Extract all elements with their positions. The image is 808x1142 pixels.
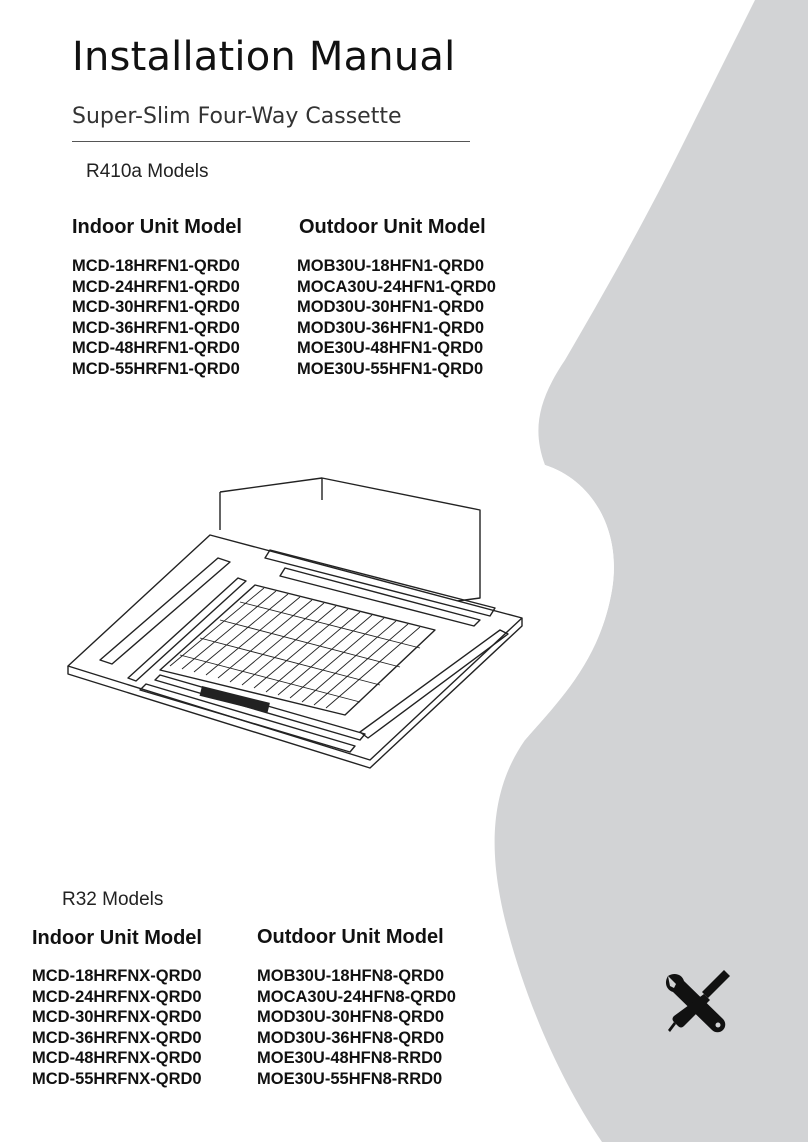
model-item: MCD-36HRFN1-QRD0	[72, 318, 240, 337]
model-item: MOD30U-30HFN8-QRD0	[257, 1008, 445, 1026]
wrench-screwdriver-icon	[662, 966, 734, 1038]
model-item: MCD-48HRFNX-QRD0	[32, 1049, 202, 1067]
model-item: MOB30U-18HFN8-QRD0	[257, 967, 445, 985]
model-item: MCD-30HRFN1-QRD0	[72, 298, 240, 316]
model-item: MOE30U-55HFN1-QRD0	[297, 359, 484, 378]
model-item: MCD-55HRFNX-QRD0	[32, 1069, 202, 1088]
outdoor-model-list-r32	[257, 966, 456, 1089]
section-label-r410a: R410a Models	[86, 161, 209, 182]
model-item: MOE30U-55HFN8-RRD0	[257, 1069, 443, 1088]
indoor-model-list-r410a	[72, 256, 240, 379]
model-item: MOCA30U-24HFN8-QRD0	[257, 987, 456, 1006]
model-item: MOD30U-30HFN1-QRD0	[297, 298, 485, 316]
outdoor-model-list-r410a	[297, 256, 496, 379]
outdoor-heading-r410a: Outdoor Unit Model	[299, 216, 486, 238]
model-item: MCD-48HRFN1-QRD0	[72, 339, 240, 357]
model-item: MCD-30HRFNX-QRD0	[32, 1008, 202, 1026]
model-item: MOE30U-48HFN1-QRD0	[297, 339, 484, 357]
page-subtitle: Super-Slim Four-Way Cassette	[72, 104, 402, 129]
model-item: MCD-18HRFN1-QRD0	[72, 257, 240, 275]
model-item: MOD30U-36HFN8-QRD0	[257, 1028, 445, 1047]
indoor-model-list-r32	[32, 966, 202, 1089]
model-item: MOB30U-18HFN1-QRD0	[297, 257, 485, 275]
model-item: MCD-36HRFNX-QRD0	[32, 1028, 202, 1047]
model-item: MCD-24HRFN1-QRD0	[72, 277, 240, 296]
title-divider	[72, 141, 470, 142]
four-way-cassette-unit-illustration	[60, 470, 540, 770]
model-item: MOD30U-36HFN1-QRD0	[297, 318, 485, 337]
outdoor-heading-r32: Outdoor Unit Model	[257, 926, 444, 948]
section-label-r32: R32 Models	[62, 889, 164, 910]
indoor-heading-r410a: Indoor Unit Model	[72, 216, 242, 238]
model-item: MCD-55HRFN1-QRD0	[72, 359, 240, 378]
model-item: MCD-24HRFNX-QRD0	[32, 987, 202, 1006]
model-item: MOCA30U-24HFN1-QRD0	[297, 277, 496, 296]
model-item: MCD-18HRFNX-QRD0	[32, 967, 202, 985]
page-title: Installation Manual	[72, 34, 456, 80]
indoor-heading-r32: Indoor Unit Model	[32, 927, 202, 949]
model-item: MOE30U-48HFN8-RRD0	[257, 1049, 443, 1067]
